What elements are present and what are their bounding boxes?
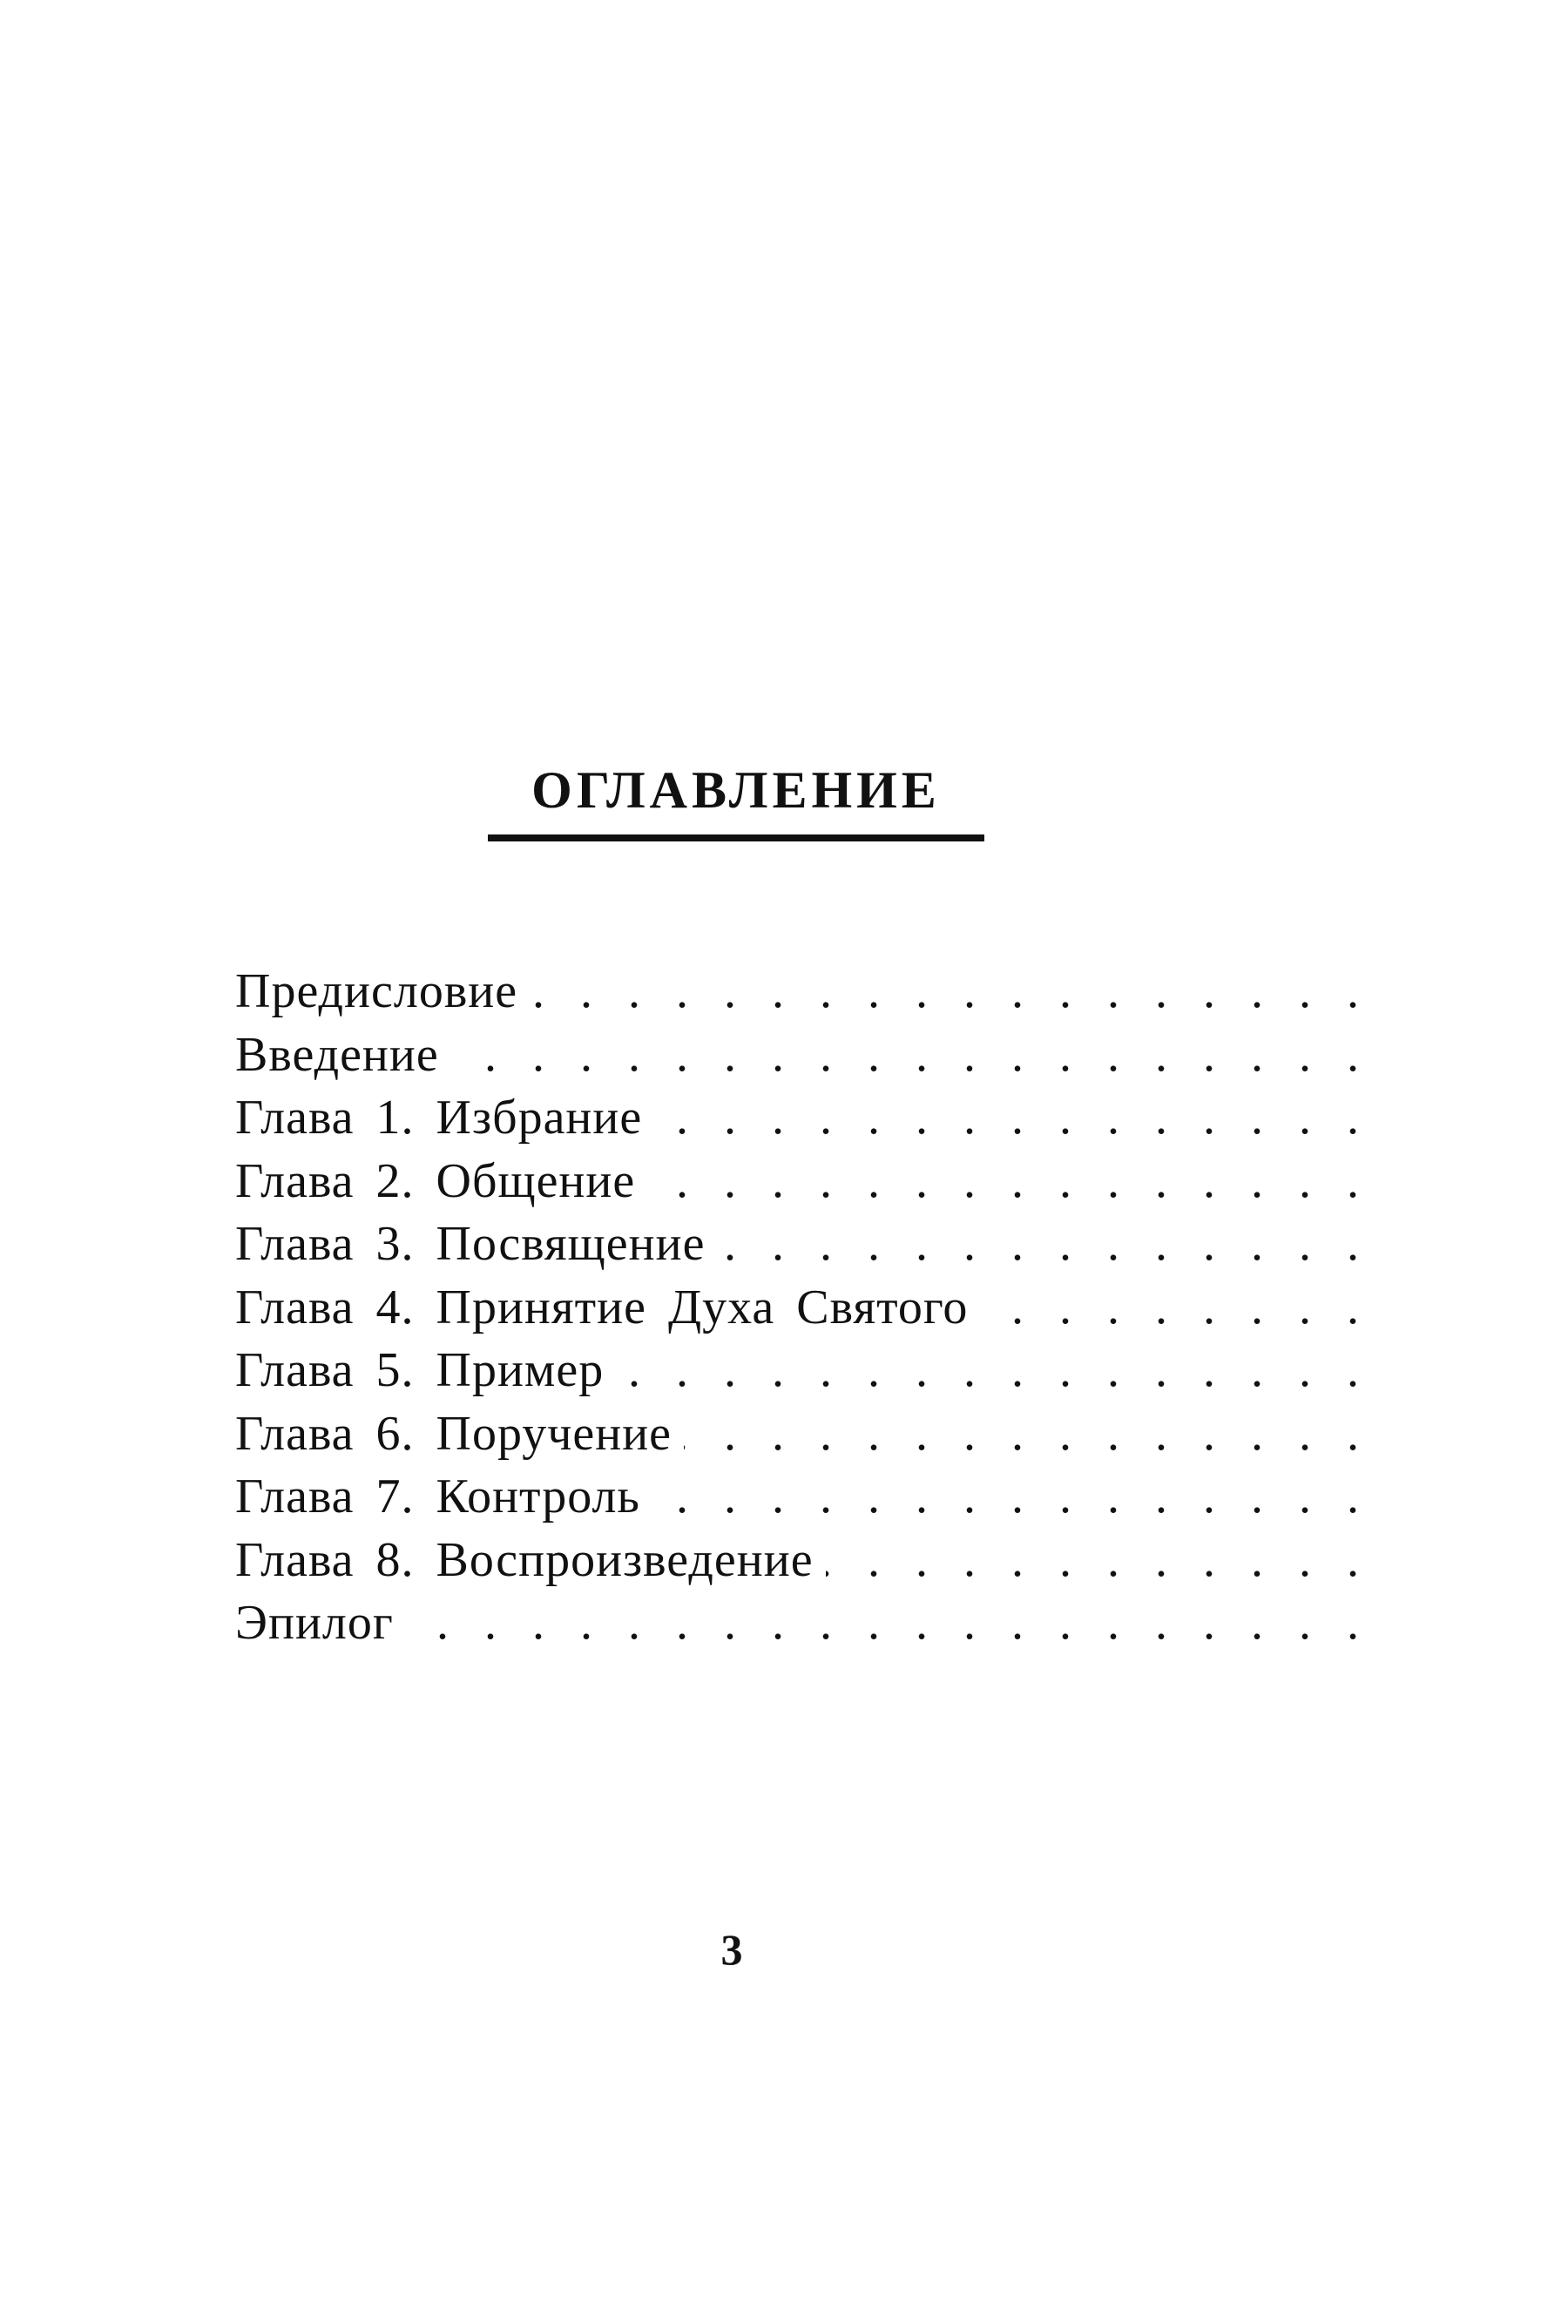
- toc-entry-label: Глава 3. Посвящение: [235, 1217, 706, 1271]
- dot-leader: [406, 1591, 1359, 1655]
- dot-leader: [826, 1529, 1359, 1592]
- toc-entry-chapter-3: [235, 1213, 1359, 1276]
- toc-entry-label: Глава 5. Пример: [235, 1343, 605, 1397]
- page-title: ОГЛАВЛЕНИЕ: [531, 761, 941, 819]
- dot-leader: [530, 960, 1359, 1024]
- page-number: 3: [720, 1925, 743, 1974]
- toc-entry-chapter-4: [235, 1276, 1359, 1340]
- dot-leader: [616, 1339, 1359, 1402]
- toc-entry-label: Глава 6. Поручение: [235, 1406, 672, 1461]
- toc-entry-label: Предисловие: [235, 964, 518, 1018]
- toc-entry-label: Введение: [235, 1027, 439, 1082]
- toc-entry-label: Глава 8. Воспроизведение: [235, 1532, 814, 1587]
- toc-entry-chapter-1: [235, 1086, 1359, 1150]
- toc-entry-label: Глава 4. Принятие Духа Святого: [235, 1280, 969, 1334]
- toc-entry-chapter-6: [235, 1402, 1359, 1466]
- toc-entry-label: Глава 1. Избрание: [235, 1091, 643, 1145]
- toc-entry-label: Глава 7. Контроль: [235, 1469, 640, 1523]
- dot-leader: [717, 1213, 1359, 1276]
- toc-entry-chapter-7: [235, 1465, 1359, 1529]
- toc-entry-chapter-2: [235, 1150, 1359, 1213]
- toc-entry-epilogue: [235, 1591, 1359, 1655]
- toc-entry-introduction: [235, 1024, 1359, 1087]
- dot-leader: [652, 1465, 1359, 1529]
- dot-leader: [980, 1276, 1359, 1340]
- toc-entry-label: Глава 2. Общение: [235, 1153, 636, 1208]
- table-of-contents: [235, 960, 1359, 1655]
- dot-leader: [654, 1086, 1359, 1150]
- toc-entry-chapter-8: [235, 1529, 1359, 1592]
- toc-entry-label: Эпилог: [235, 1596, 394, 1650]
- toc-entry-chapter-5: [235, 1339, 1359, 1402]
- title-underline: [488, 834, 984, 841]
- dot-leader: [451, 1024, 1359, 1087]
- dot-leader: [684, 1402, 1359, 1466]
- dot-leader: [647, 1150, 1359, 1213]
- toc-entry-preface: [235, 960, 1359, 1024]
